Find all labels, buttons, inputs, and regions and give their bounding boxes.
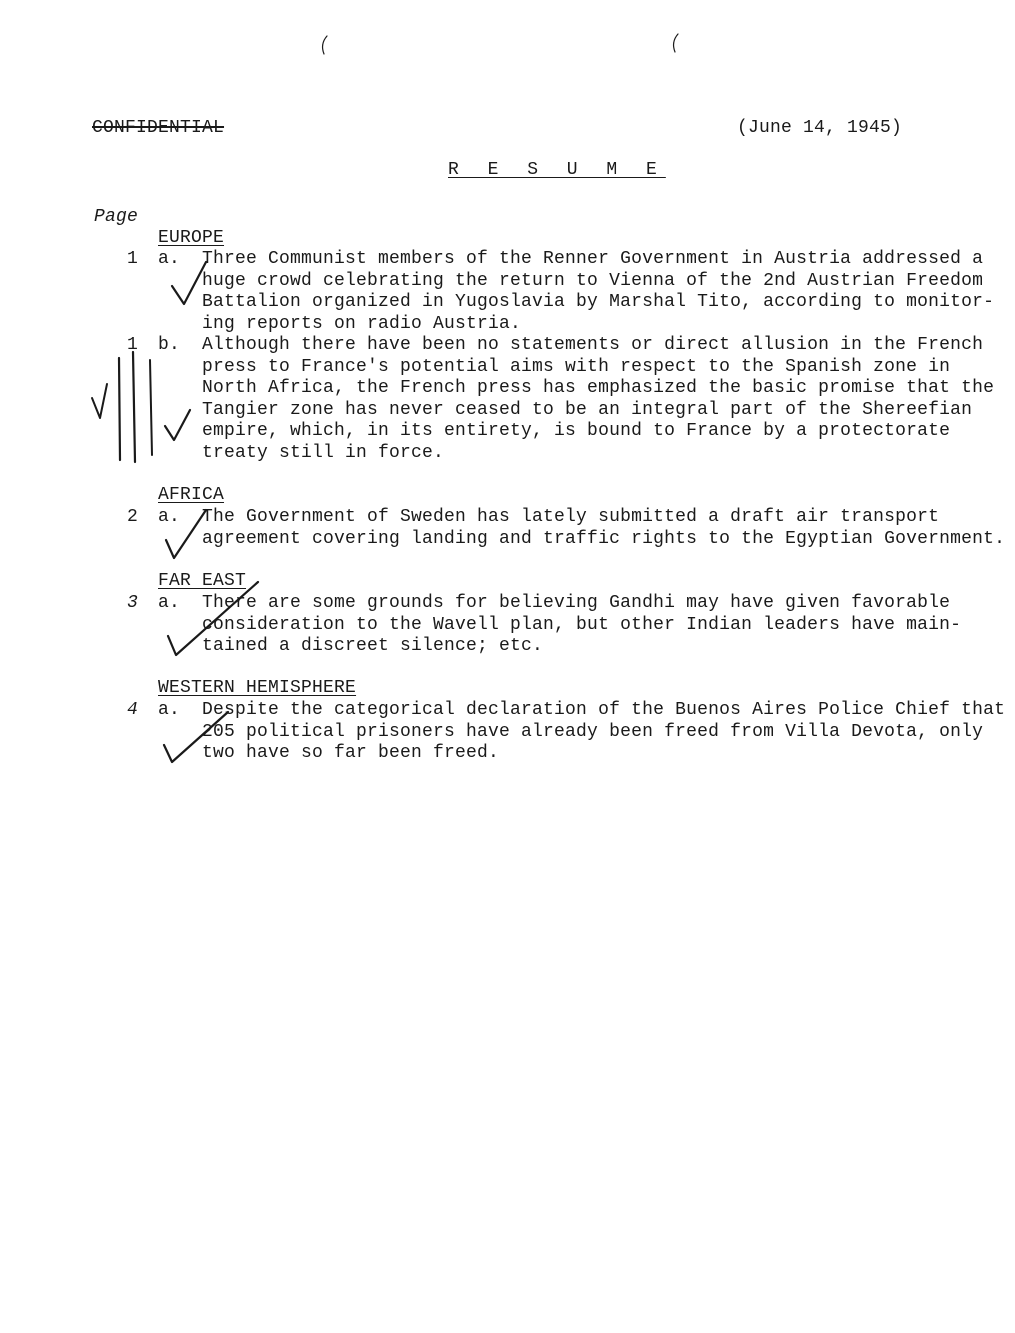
item-page-number: 2 — [127, 507, 139, 527]
classification-marking: CONFIDENTIAL — [92, 118, 225, 138]
document-title: R E S U M E — [448, 160, 666, 180]
item-page-number: 3 — [127, 593, 139, 613]
item-text: There are some grounds for believing Gandhi may have given favorable consideration to the Wavell plan, but other Indian leaders have main- tained a discreet silence; etc. — [202, 593, 962, 657]
tally-mark-icon — [119, 358, 120, 460]
item-letter: a. — [158, 249, 181, 269]
item-page-number: 1 — [127, 249, 139, 269]
section-heading-africa: AFRICA — [158, 485, 225, 505]
document-date: (June 14, 1945) — [737, 118, 903, 138]
item-text: Three Communist members of the Renner Government in Austria addressed a huge crowd celebrating the return to Vienna of the 2nd Austrian Freedom Battalion organized in Yugoslavia by Marshal Tito, according to monitor- ing reports on radio Austria. — [202, 249, 995, 334]
item-text: Although there have been no statements or direct allusion in the French press to France's potential aims with respect to the Spanish zone in North Africa, the French press has emphasized the basic promise that the Tangier zone has never ceased to be an integral part of the Shereefian empire, which, in its entirety, is bound to France by a protectorate treaty still in force. — [202, 335, 995, 463]
tally-mark-icon — [133, 352, 135, 462]
tally-mark-icon — [150, 360, 152, 455]
item-letter: a. — [158, 593, 181, 613]
scan-artifact-mark — [323, 36, 327, 54]
item-text: The Government of Sweden has lately submitted a draft air transport agreement covering landing and traffic rights to the Egyptian Government. — [202, 507, 1006, 549]
item-letter: a. — [158, 507, 181, 527]
check-mark-icon — [165, 410, 190, 440]
item-page-number: 1 — [127, 335, 139, 355]
scan-artifact-mark — [674, 34, 678, 52]
item-text: Despite the categorical declaration of the Buenos Aires Police Chief that 205 political prisoners have already been freed from Villa Devota, only two have so far been freed. — [202, 700, 1006, 764]
item-letter: a. — [158, 700, 181, 720]
check-mark-icon — [92, 384, 107, 418]
section-heading-western-hemisphere: WESTERN HEMISPHERE — [158, 678, 357, 698]
section-heading-europe: EUROPE — [158, 228, 225, 248]
section-heading-far-east: FAR EAST — [158, 571, 247, 591]
item-page-number: 4 — [127, 700, 139, 720]
page-column-label: Page — [94, 207, 139, 227]
item-letter: b. — [158, 335, 181, 355]
